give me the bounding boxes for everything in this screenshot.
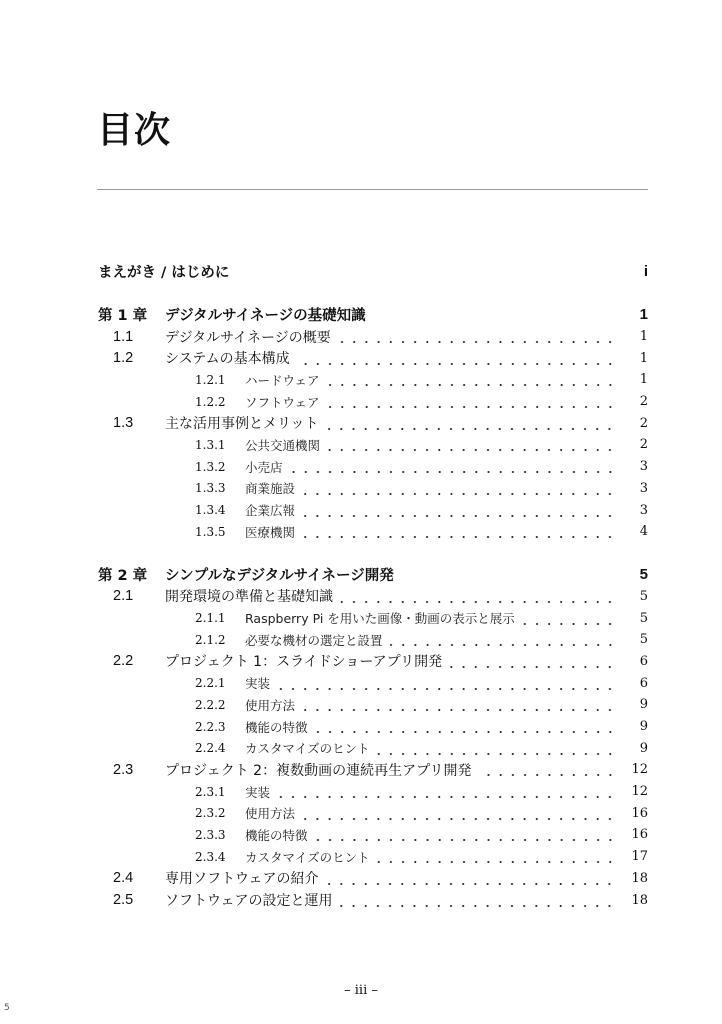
entry-page: i	[643, 263, 648, 281]
entry-number: 1.3.2	[195, 459, 226, 474]
entry-number: 2.3.3	[195, 827, 226, 842]
dot-leader	[301, 694, 616, 715]
dot-leader	[296, 348, 616, 369]
entry-page: 1	[639, 329, 648, 345]
entry-number: 2.2.4	[195, 741, 226, 756]
entry-page: 5	[639, 588, 648, 604]
entry-page: 5	[639, 610, 648, 626]
toc-entry-front[interactable]	[98, 261, 648, 283]
entry-number: 2.1.1	[195, 611, 226, 626]
toc-entry-chap[interactable]	[98, 304, 648, 326]
entry-title: カスタマイズのヒント	[245, 741, 370, 757]
entry-title: 公共交通機関	[245, 437, 321, 453]
entry-page: 18	[631, 870, 648, 886]
entry-page: 9	[639, 697, 648, 713]
entry-title: デジタルサイネージの基礎知識	[165, 308, 366, 325]
entry-title: 企業広報	[245, 503, 296, 519]
entry-title: Raspberry Pi を用いた画像・動画の表示と展示	[245, 611, 515, 627]
entry-number: 第 2 章	[98, 568, 148, 585]
dot-leader	[521, 608, 616, 629]
entry-title: ソフトウェア	[245, 394, 320, 410]
toc-entry-sec[interactable]	[98, 759, 648, 781]
entry-title: デジタルサイネージの概要	[165, 329, 331, 346]
entry-page: 17	[631, 849, 648, 865]
dot-leader	[326, 391, 616, 412]
entry-number: 2.3	[113, 761, 134, 778]
entry-number: 2.3.2	[195, 806, 226, 821]
entry-title: 機能の特徴	[245, 827, 308, 843]
entry-title: 小売店	[245, 459, 283, 475]
dot-leader	[478, 759, 616, 780]
entry-page: 5	[639, 566, 648, 584]
entry-number: 1.2	[113, 350, 134, 367]
toc-entry-sec[interactable]	[98, 867, 648, 889]
entry-page: 18	[631, 892, 648, 908]
toc-entry-sub[interactable]	[98, 694, 648, 716]
entry-title: シンプルなデジタルサイネージ開発	[165, 568, 394, 585]
entry-title: 使用方法	[245, 697, 296, 713]
entry-page: 9	[639, 719, 648, 734]
entry-title: ソフトウェアの設定と運用	[165, 893, 333, 909]
title-divider	[97, 189, 648, 190]
entry-page: 12	[631, 784, 648, 800]
entry-page: 6	[639, 653, 648, 669]
toc-entry-sub[interactable]	[98, 499, 648, 521]
entry-title: プロジェクト 1：スライドショーアプリ開発	[165, 654, 443, 671]
dot-leader	[389, 629, 616, 650]
toc-entry-sub[interactable]	[98, 477, 648, 499]
entry-title: 医療機関	[245, 524, 296, 540]
entry-number: 2.4	[113, 870, 134, 887]
dot-leader	[276, 781, 616, 802]
entry-page: 2	[639, 394, 648, 410]
entry-title: 機能の特徴	[245, 719, 308, 735]
entry-page: 6	[639, 675, 648, 691]
entry-title: 実装	[245, 784, 271, 800]
entry-number: 1.1	[113, 328, 134, 345]
toc-entry-sec[interactable]	[98, 326, 648, 348]
toc-entry-sub[interactable]	[98, 672, 648, 694]
dot-leader	[339, 586, 616, 607]
dot-leader	[337, 326, 616, 347]
entry-page: 9	[639, 740, 648, 756]
dot-leader	[324, 868, 616, 889]
entry-page: 2	[639, 415, 648, 431]
entry-number: 1.3.3	[195, 481, 226, 496]
entry-number: 1.2.1	[195, 372, 226, 387]
entry-page: 3	[639, 459, 648, 475]
entry-page: 2	[639, 437, 648, 453]
toc-entry-sec[interactable]	[98, 651, 648, 673]
entry-number: 1.3.1	[195, 437, 226, 452]
entry-title: 実装	[245, 676, 271, 692]
entry-page: 3	[639, 480, 648, 496]
page-number-footer: – iii –	[344, 983, 378, 998]
entry-number: 2.3.1	[195, 784, 226, 799]
entry-page: 3	[639, 502, 648, 518]
entry-title: カスタマイズのヒント	[245, 849, 370, 865]
dot-leader	[235, 261, 616, 282]
dot-leader	[301, 500, 616, 521]
entry-page: 4	[639, 524, 648, 540]
dot-leader	[338, 890, 616, 911]
entry-title: システムの基本構成	[165, 351, 290, 368]
toc-entry-sub[interactable]	[98, 456, 648, 478]
entry-number: 2.2.2	[195, 697, 226, 712]
toc-entry-sub[interactable]	[98, 369, 648, 391]
entry-number: 2.2	[113, 653, 134, 670]
entry-number: 2.1	[113, 588, 134, 605]
entry-title: 専用ソフトウェアの紹介	[165, 871, 319, 888]
toc-entry-sub[interactable]	[98, 824, 648, 846]
toc-entry-sub[interactable]	[98, 434, 648, 456]
toc-entry-sub[interactable]	[98, 391, 648, 413]
dot-leader	[326, 434, 616, 455]
entry-title: 開発環境の準備と基礎知識	[165, 589, 333, 606]
entry-page: 1	[639, 350, 648, 366]
dot-leader	[314, 716, 616, 737]
toc-entry-sub[interactable]	[98, 846, 648, 868]
toc-entry-sub[interactable]	[98, 781, 648, 803]
entry-number: 1.2.2	[195, 394, 226, 409]
toc-entry-sec[interactable]	[98, 347, 648, 369]
dot-leader	[400, 564, 616, 585]
dot-leader	[376, 846, 616, 867]
entry-page: 5	[639, 632, 648, 648]
entry-page: 1	[639, 306, 648, 324]
entry-title: プロジェクト 2：複数動画の連続再生アプリ開発	[165, 762, 472, 779]
entry-title: 使用方法	[245, 806, 296, 822]
toc-entry-sub[interactable]	[98, 607, 648, 629]
entry-number: 2.1.2	[195, 632, 226, 647]
toc-entry-chap[interactable]	[98, 564, 648, 586]
page-title: 目次	[97, 110, 172, 151]
toc-entry-sub[interactable]	[98, 629, 648, 651]
entry-number: 1.3.4	[195, 503, 226, 518]
entry-page: 16	[631, 805, 648, 821]
entry-number: 第 1 章	[98, 308, 148, 325]
table-of-contents	[98, 261, 648, 911]
toc-entry-sec[interactable]	[98, 586, 648, 608]
entry-title: ハードウェア	[245, 372, 320, 388]
toc-entry-sub[interactable]	[98, 737, 648, 759]
entry-number: 1.3	[113, 415, 134, 432]
toc-entry-sec[interactable]	[98, 412, 648, 434]
dot-leader	[326, 369, 616, 390]
dot-leader	[448, 651, 616, 672]
dot-leader	[289, 456, 616, 477]
entry-number: 2.5	[113, 892, 134, 908]
dot-leader	[376, 738, 616, 759]
dot-leader	[276, 673, 616, 694]
entry-title: 商業施設	[245, 481, 296, 497]
entry-title: 主な活用事例とメリット	[165, 416, 319, 433]
entry-number: 2.3.4	[195, 849, 226, 864]
entry-title: 必要な機材の選定と設置	[245, 632, 383, 648]
dot-leader	[324, 413, 616, 434]
dot-leader	[301, 478, 616, 499]
entry-number: 2.2.3	[195, 719, 226, 734]
corner-mark: 5	[4, 1003, 10, 1013]
toc-entry-sub[interactable]	[98, 802, 648, 824]
entry-title: まえがき / はじめに	[98, 265, 230, 282]
entry-page: 16	[631, 827, 648, 843]
entry-page: 1	[639, 372, 648, 388]
entry-number: 1.3.5	[195, 524, 226, 539]
toc-entry-sub[interactable]	[98, 521, 648, 543]
entry-page: 12	[631, 762, 648, 778]
dot-leader	[301, 521, 616, 542]
dot-leader	[301, 803, 616, 824]
toc-entry-sec[interactable]	[98, 889, 648, 911]
dot-leader	[314, 824, 616, 845]
dot-leader	[372, 304, 616, 325]
entry-number: 2.2.1	[195, 676, 226, 691]
toc-entry-sub[interactable]	[98, 716, 648, 738]
